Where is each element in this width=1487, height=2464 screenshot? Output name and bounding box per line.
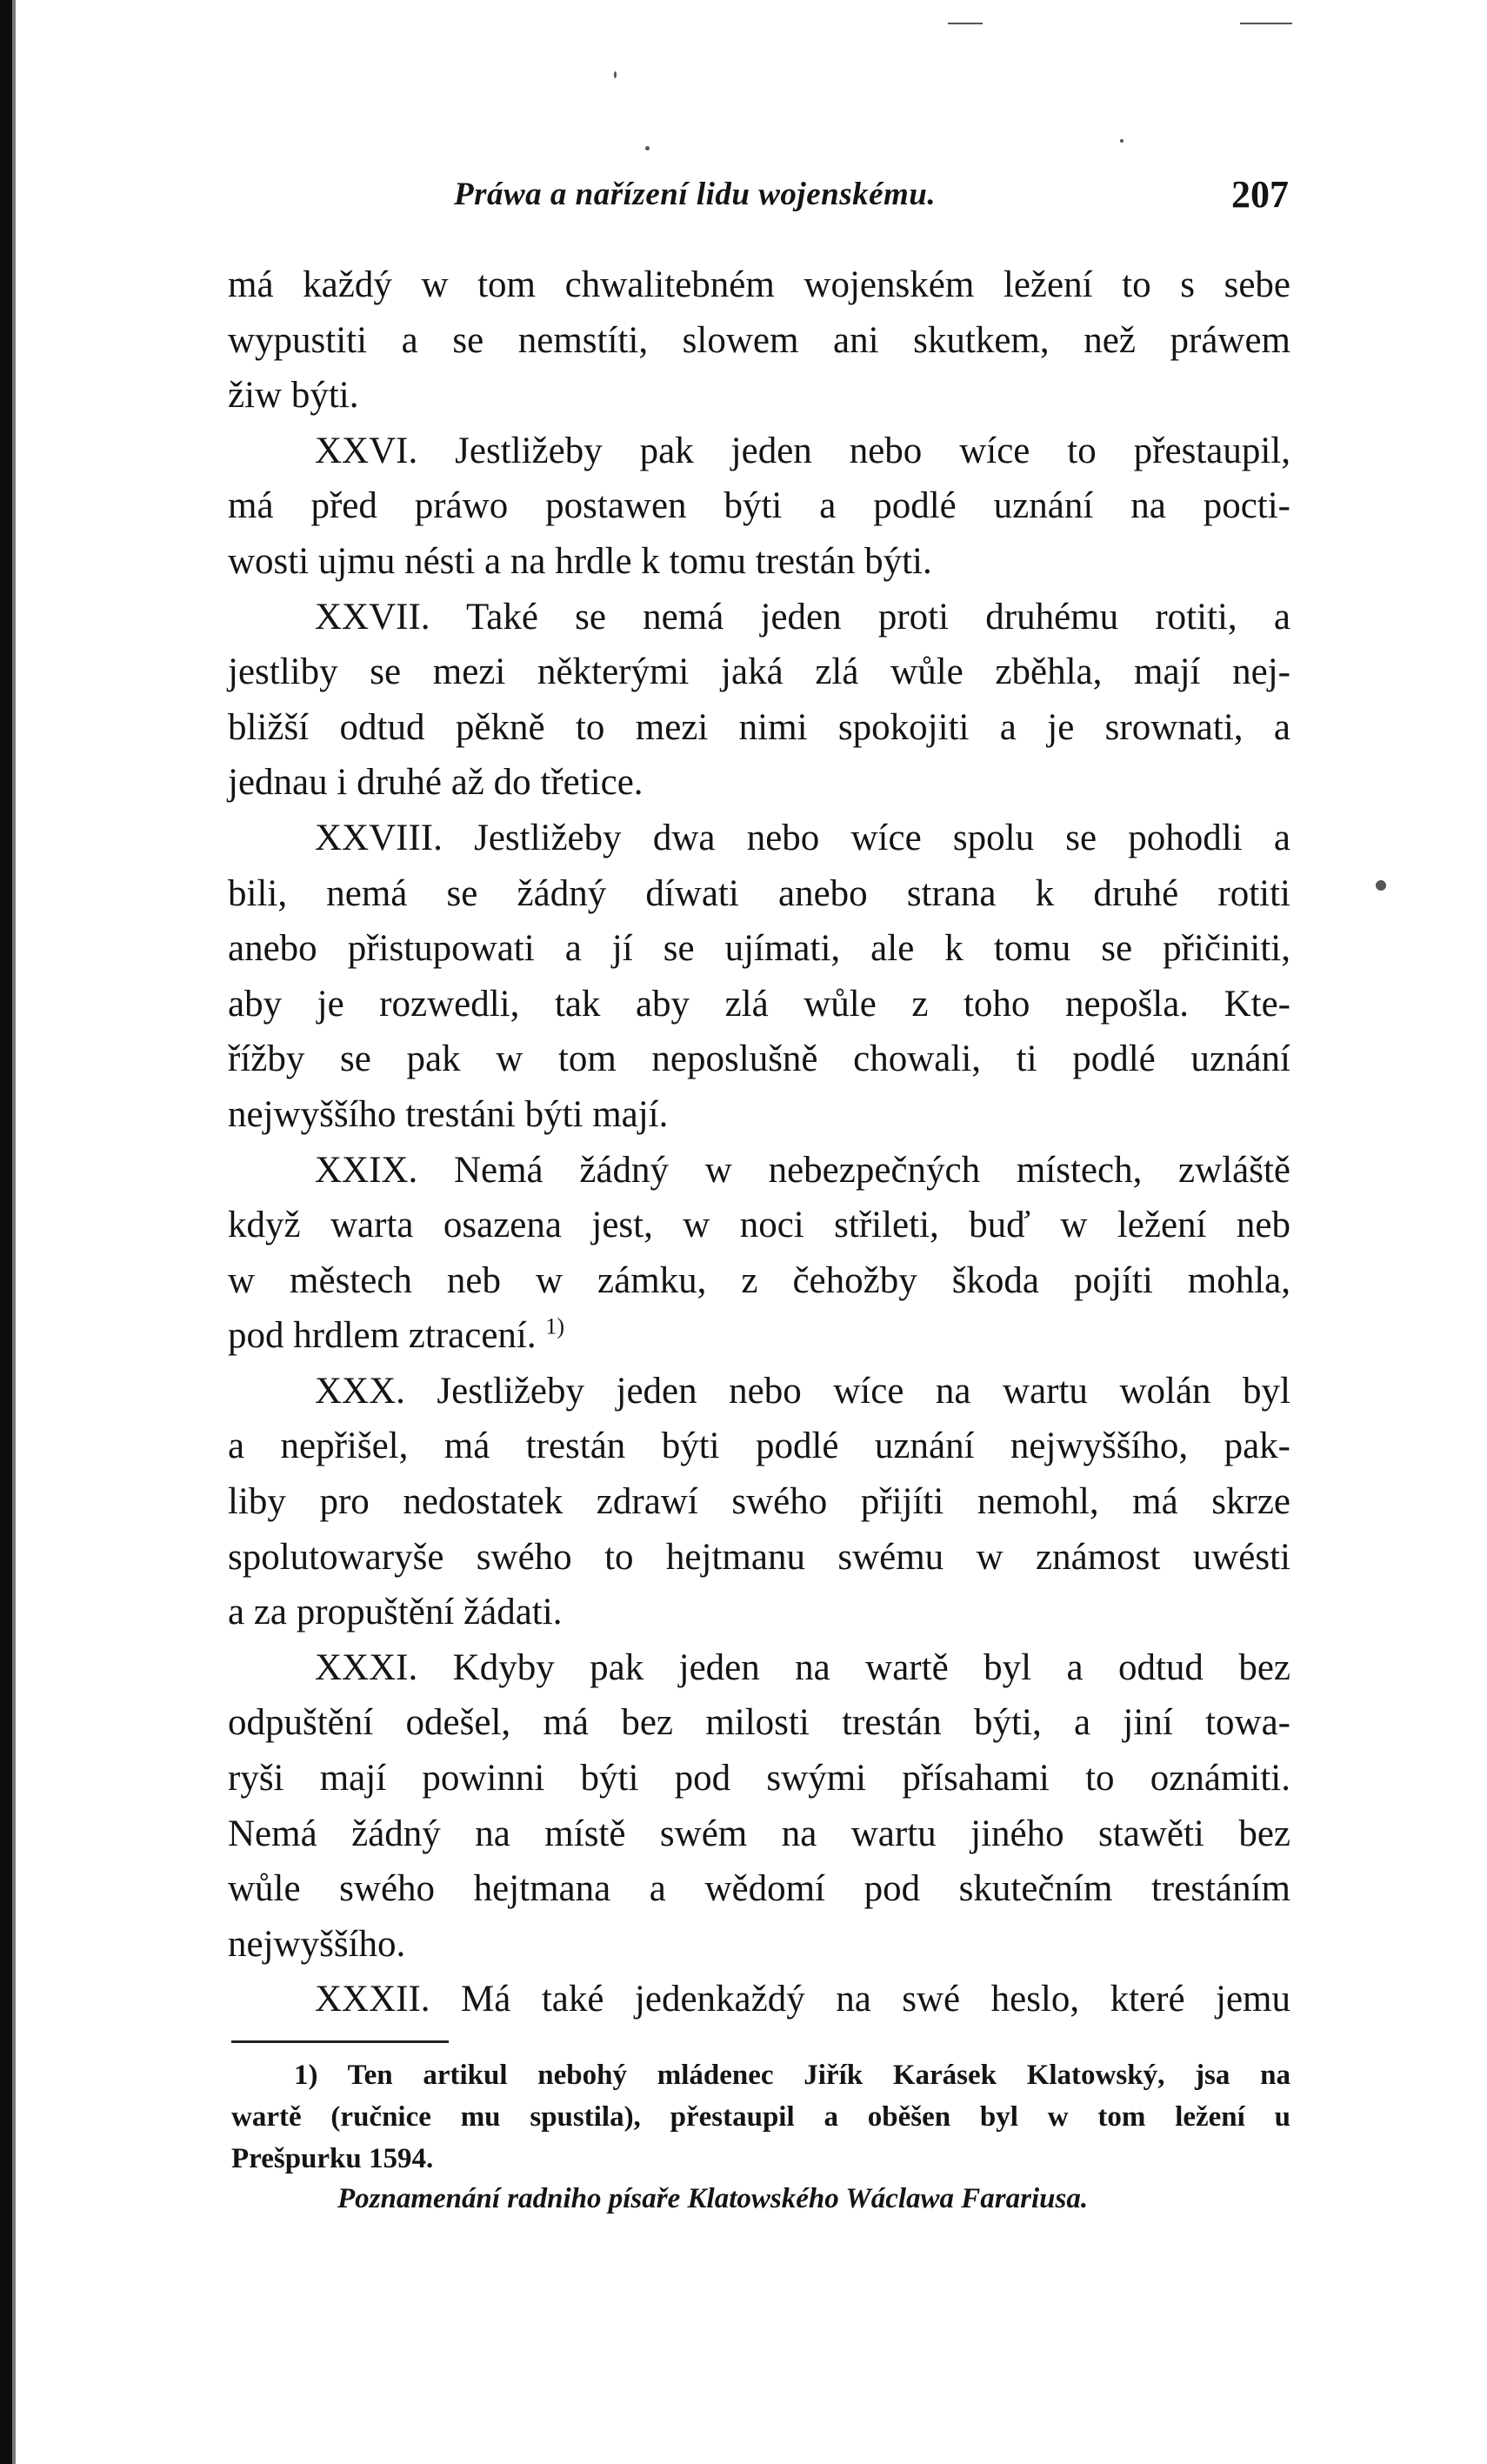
text-line: má před práwo postawen býti a podlé uznání na pocti- [228,485,1290,527]
page-header [228,173,1289,228]
text-line: Nemá žádný na místě swém na wartu jiného stawěti bez [228,1813,1290,1854]
scan-speck [1376,880,1386,891]
page-edge-shadow-inner [12,0,16,2464]
text-line: nejwyššího trestáni býti mají. [228,1093,669,1135]
text-line: bili, nemá se žádný díwati anebo strana k druhé rotiti [228,872,1290,914]
article-xxvii-start: XXVII. Také se nemá jeden proti druhému rotiti, a [315,596,1290,638]
text-line: aby je rozwedli, tak aby zlá wůle z toho nepošla. Kte- [228,983,1290,1025]
page-number: 207 [1231,173,1289,216]
text-line: odpuštění odešel, má bez milosti trestán býti, a jiní towa- [228,1702,1290,1744]
text-line: žiw býti. [228,375,359,417]
text-line: wůle swého hejtmana a wědomí pod skutečním trestáním [228,1868,1290,1910]
scan-speck [1240,23,1292,24]
text-line: wypustiti a se nemstíti, slowem ani skutkem, než práwem [228,319,1290,361]
text-line: spolutowaryše swého to hejtmanu swému w známost uwésti [228,1536,1290,1578]
footnote-line: 1) Ten artikul nebohý mládenec Jiřík Karásek Klatowský, jsa na [294,2060,1290,2091]
article-xxviii-start: XXVIII. Jestližeby dwa nebo wíce spolu se pohodli a [315,817,1290,858]
text-line: pod hrdlem ztracení. [228,1315,537,1357]
text-line: jednau i druhé až do třetice. [228,762,643,804]
text-line: má každý w tom chwalitebném wojenském ležení to s sebe [228,264,1290,305]
article-xxx-start: XXX. Jestližeby jeden nebo wíce na wartu wolán byl [315,1370,1290,1412]
text-line: w městech neb w zámku, z čehožby škoda pojíti mohla, [228,1259,1290,1301]
scan-speck [948,23,983,24]
article-xxxii-start: XXXII. Má také jedenkaždý na swé heslo, které jemu [315,1979,1290,2020]
footnote [231,2054,1290,2180]
footnote-line: Prešpurku 1594. [231,2143,434,2174]
annotation: Poznamenání radniho písaře Klatowského Wáclawa Farariusa. [337,2183,1089,2214]
footnote-divider [231,2040,449,2043]
page-edge-shadow [0,0,12,2464]
text-line: wosti ujmu nésti a na hrdle k tomu trestán býti. [228,540,932,582]
article-xxvi-start: XXVI. Jestližeby pak jeden nebo wíce to přestaupil, [315,430,1290,471]
scan-speck [645,146,650,150]
text-line: anebo přistupowati a jí se ujímati, ale k tomu se přičiniti, [228,928,1290,970]
article-xxxi-start: XXXI. Kdyby pak jeden na wartě byl a odtud bez [315,1646,1290,1688]
text-line: liby pro nedostatek zdrawí swého přijíti nemohl, má skrze [228,1481,1290,1523]
text-line: řížby se pak w tom neposlušně chowali, ti podlé uznání [228,1038,1290,1080]
article-xxix-start: XXIX. Nemá žádný w nebezpečných místech, zwláště [315,1149,1290,1191]
scan-speck [1120,139,1124,143]
footnote-reference: 1) [545,1313,565,1339]
running-title: Práwa a nařízení lidu wojenskému. [454,177,937,212]
text-line: nejwyššího. [228,1923,406,1965]
body-text [228,257,1290,2027]
text-line: a nepřišel, má trestán býti podlé uznání nejwyššího, pak- [228,1426,1290,1467]
text-line: a za propuštění žádati. [228,1592,563,1633]
text-line: jestliby se mezi některými jaká zlá wůle zběhla, mají nej- [228,651,1290,693]
text-line: bližší odtud pěkně to mezi nimi spokojiti a je srownati, a [228,706,1290,748]
text-line-with-footnote-ref [228,1308,1290,1364]
text-line: když warta osazena jest, w noci střileti, buď w ležení neb [228,1205,1290,1246]
footnote-line: wartě (ručnice mu spustila), přestaupil a oběšen byl w tom ležení u [231,2101,1290,2133]
text-line: ryši mají powinni býti pod swými přísahami to oznámiti. [228,1758,1290,1800]
scan-speck [614,71,617,78]
